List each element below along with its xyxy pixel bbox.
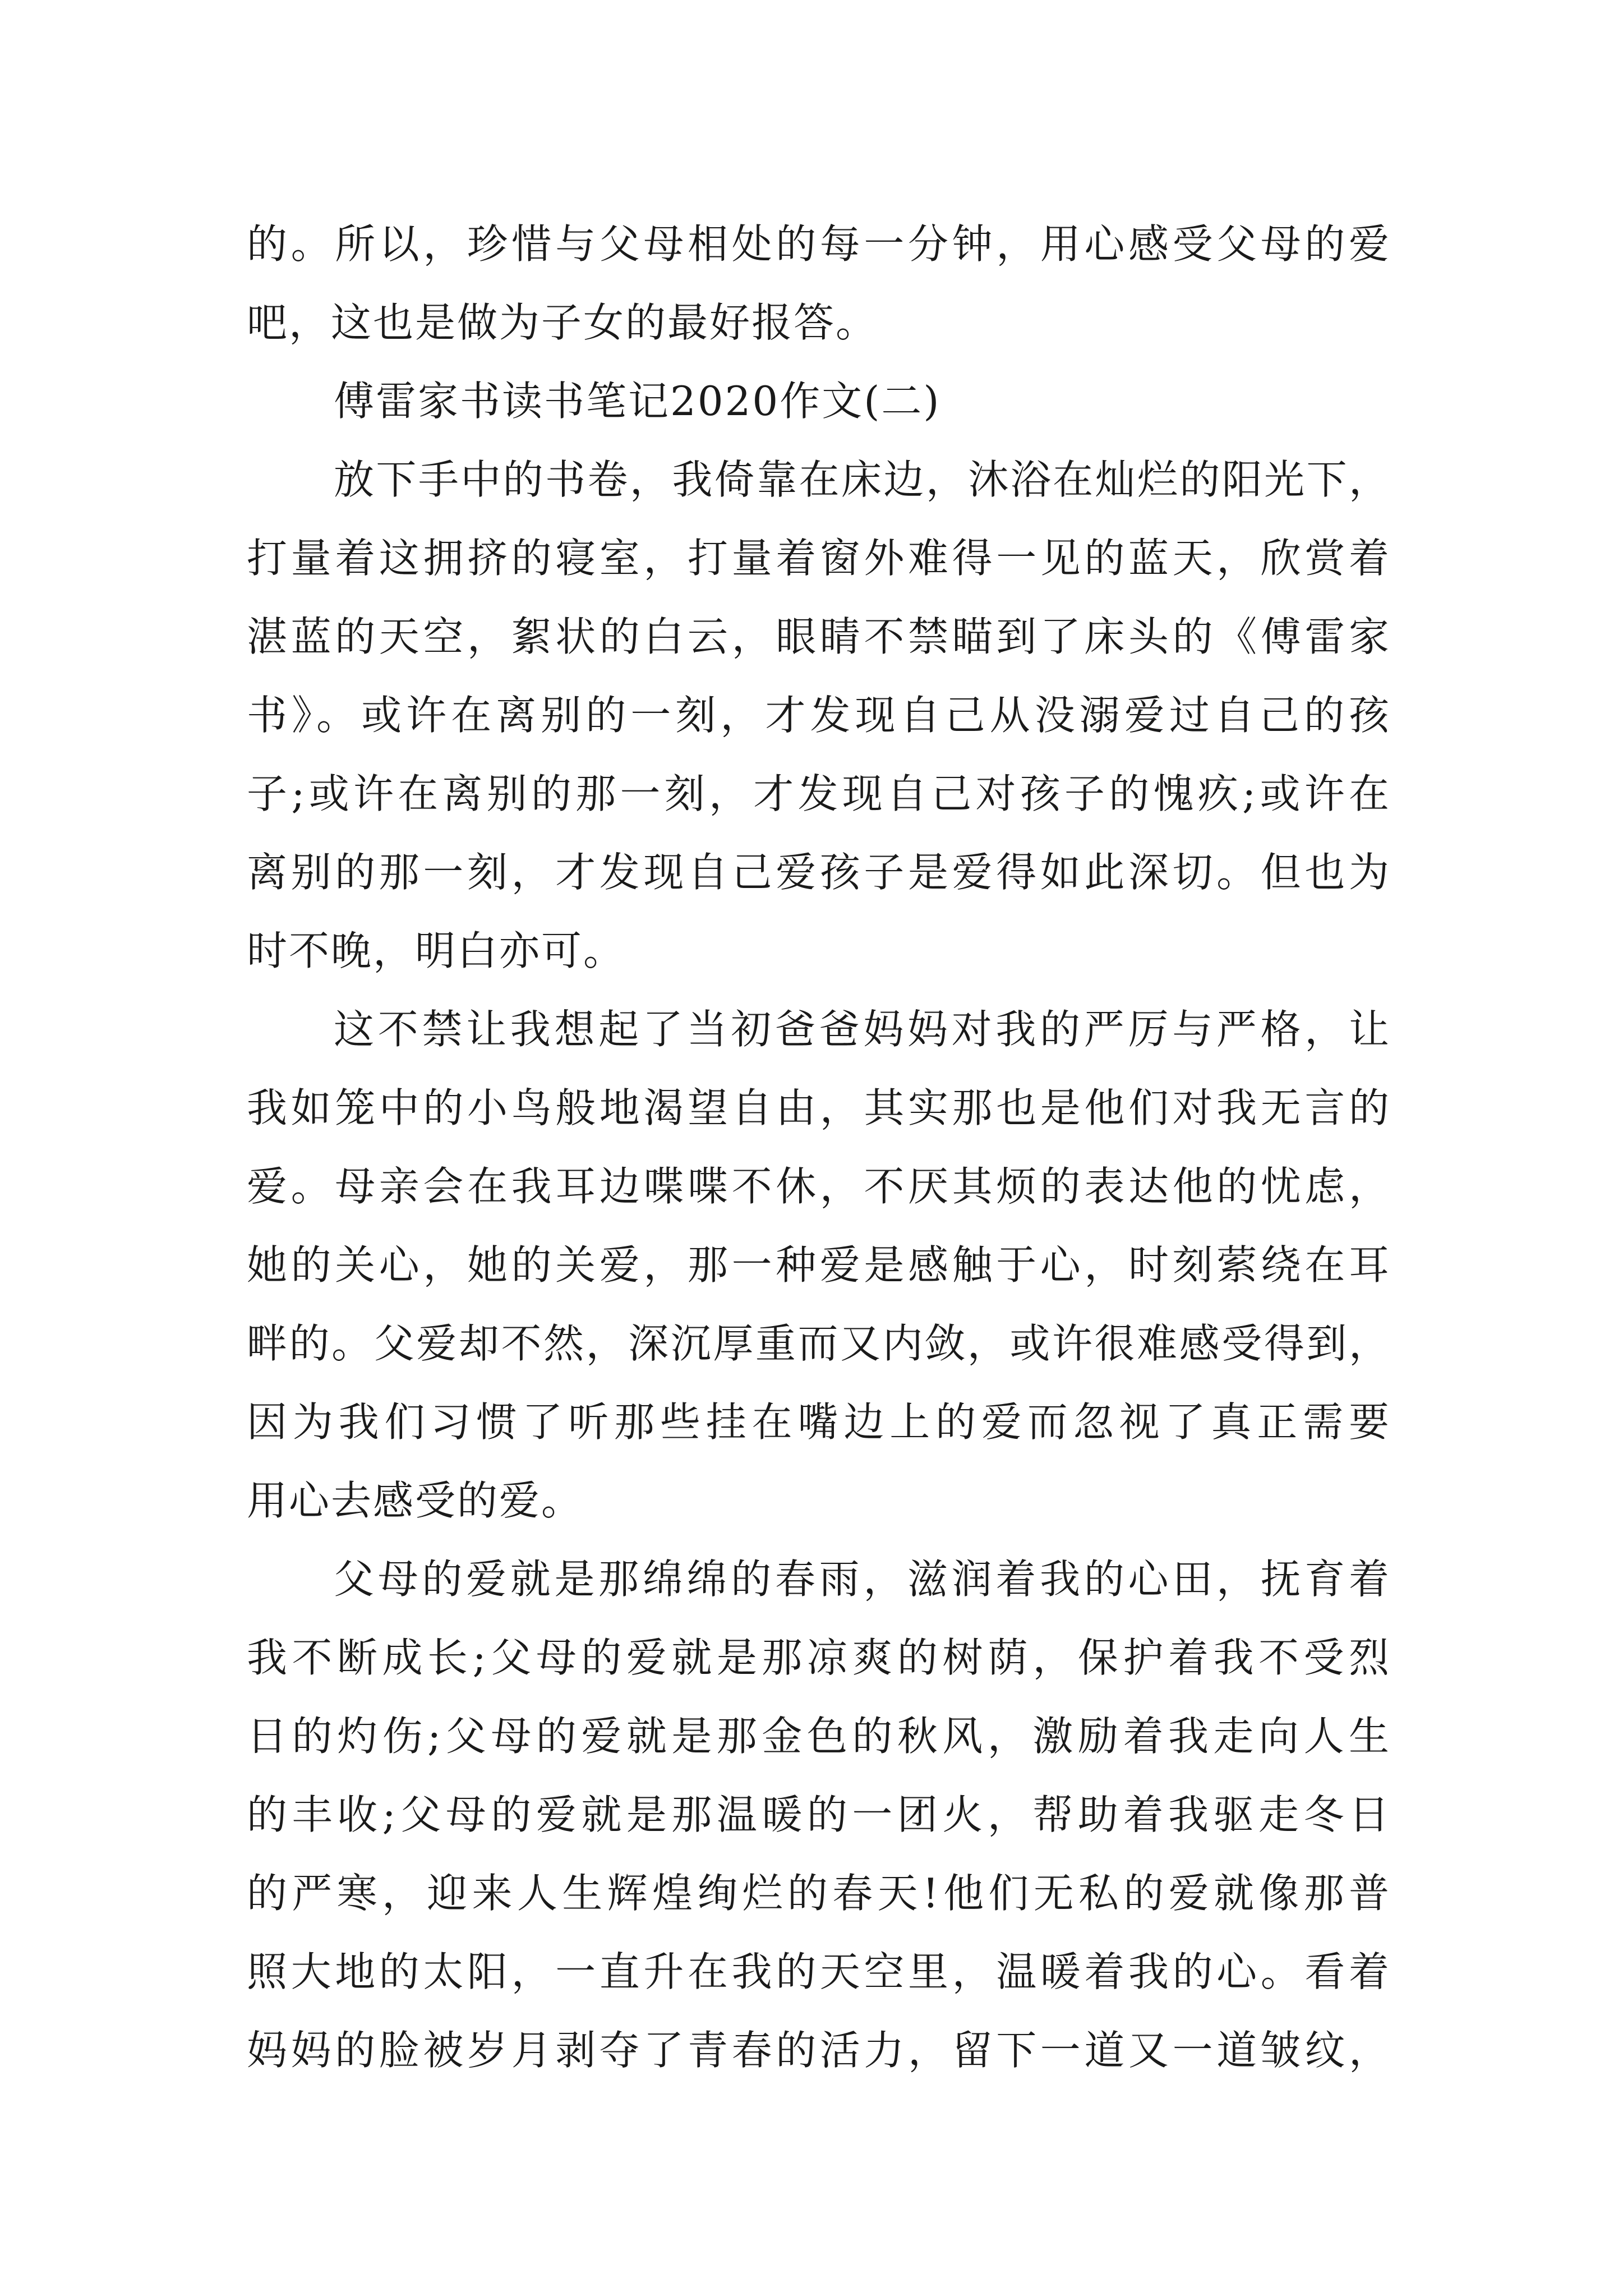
text-line: 的严寒，迎来人生辉煌绚烂的春天!他们无私的爱就像那普 xyxy=(247,1870,1391,1917)
text-line: 的。所以，珍惜与父母相处的每一分钟，用心感受父母的爱 xyxy=(247,220,1391,268)
text-line: 我不断成长;父母的爱就是那凉爽的树荫，保护着我不受烈 xyxy=(247,1634,1391,1681)
text-line: 这不禁让我想起了当初爸爸妈妈对我的严厉与严格，让 xyxy=(334,1006,1391,1053)
section-heading: 傅雷家书读书笔记2020作文(二) xyxy=(334,378,941,425)
text-line: 子;或许在离别的那一刻，才发现自己对孩子的愧疚;或许在 xyxy=(247,770,1391,817)
text-line: 书》。或许在离别的一刻，才发现自己从没溺爱过自己的孩 xyxy=(247,692,1391,739)
text-line: 畔的。父爱却不然，深沉厚重而又内敛，或许很难感受得到， xyxy=(247,1320,1391,1367)
text-line: 的丰收;父母的爱就是那温暖的一团火，帮助着我驱走冬日 xyxy=(247,1791,1391,1838)
text-line: 吧，这也是做为子女的最好报答。 xyxy=(247,299,878,346)
text-line: 日的灼伤;父母的爱就是那金色的秋风，激励着我走向人生 xyxy=(247,1713,1391,1760)
text-line: 照大地的太阳，一直升在我的天空里，温暖着我的心。看着 xyxy=(247,1948,1391,1995)
text-line: 她的关心，她的关爱，那一种爱是感触于心，时刻萦绕在耳 xyxy=(247,1241,1391,1289)
text-line: 因为我们习惯了听那些挂在嘴边上的爱而忽视了真正需要 xyxy=(247,1398,1391,1446)
text-line: 时不晚，明白亦可。 xyxy=(247,927,626,974)
text-line: 爱。母亲会在我耳边喋喋不休，不厌其烦的表达他的忧虑， xyxy=(247,1163,1391,1210)
text-line: 我如笼中的小鸟般地渴望自由，其实那也是他们对我无言的 xyxy=(247,1084,1391,1131)
text-line: 放下手中的书卷，我倚靠在床边，沐浴在灿烂的阳光下， xyxy=(334,456,1391,503)
text-line: 用心去感受的爱。 xyxy=(247,1477,584,1524)
text-line: 妈妈的脸被岁月剥夺了青春的活力，留下一道又一道皱纹， xyxy=(247,2027,1391,2074)
text-line: 离别的那一刻，才发现自己爱孩子是爱得如此深切。但也为 xyxy=(247,849,1391,896)
text-line: 父母的爱就是那绵绵的春雨，滋润着我的心田，抚育着 xyxy=(334,1556,1391,1603)
text-line: 打量着这拥挤的寝室，打量着窗外难得一见的蓝天，欣赏着 xyxy=(247,535,1391,582)
text-line: 湛蓝的天空，絮状的白云，眼睛不禁瞄到了床头的《傅雷家 xyxy=(247,613,1391,660)
